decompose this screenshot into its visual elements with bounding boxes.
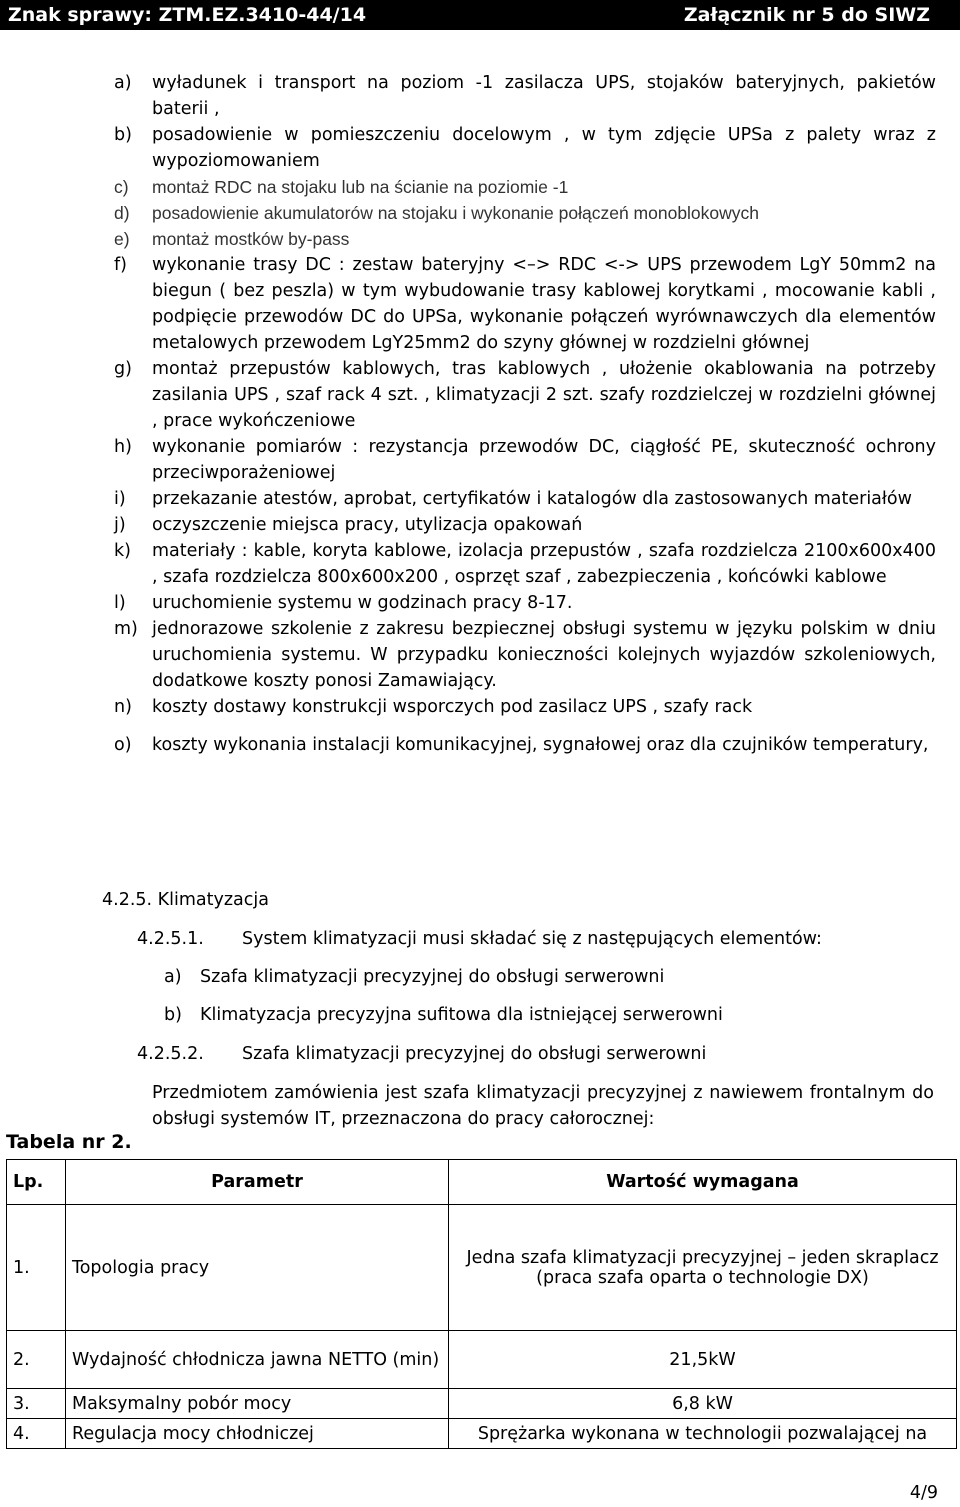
- list-item-label: a): [114, 73, 132, 93]
- list-item-text: koszty wykonania instalacji komunikacyjnej, sygnałowej oraz dla czujników temperatury,: [152, 735, 929, 755]
- list-item-text: jednorazowe szkolenie z zakresu bezpiecznej obsługi systemu w języku polskim w dniu uruchomienia systemu. W przypadku konieczności kolejnych wyjazdów szkoleniowych, dodatkowe koszty ponosi Zamawiający.: [152, 619, 936, 691]
- list-item-text: wykonanie trasy DC : zestaw bateryjny <–> RDC <-> UPS przewodem LgY 50mm2 na biegun ( bez peszla) w tym wybudowanie trasy kablowej korytkami , mocowanie kabli , podpięcie przewodów DC do UPSa, wykonanie połączeń wyrównawczych dla elementów metalowych przewodem LgY25mm2 do szyny głównej w rozdzielni głównej: [152, 255, 936, 353]
- list-item-text: posadowienie w pomieszczeniu docelowym , w tym zdjęcie UPSa z palety wraz z wypoziomowaniem: [152, 125, 936, 171]
- list-item-label: c): [114, 177, 129, 197]
- table-cell: Topologia pracy: [66, 1205, 449, 1331]
- case-number: Znak sprawy: ZTM.EZ.3410-44/14: [8, 4, 367, 26]
- list-item-label: k): [114, 541, 131, 561]
- list-item-label: b): [164, 1005, 182, 1025]
- page-number: 4/9: [909, 1483, 938, 1503]
- list-item-label: j): [114, 515, 126, 535]
- list-item-label: f): [114, 255, 127, 275]
- list-item: [114, 252, 936, 356]
- table-cell: 21,5kW: [449, 1331, 957, 1389]
- list-item-text: materiały : kable, koryta kablowe, izolacja przepustów , szafa rozdzielcza 2100x600x400 , szafa rozdzielcza 800x600x200 , osprzęt szaf , zabezpieczenia , końcówki kablowe: [152, 541, 936, 587]
- section-heading: 4.2.5. Klimatyzacja: [102, 890, 269, 910]
- list-item: [114, 356, 936, 434]
- list-item-text: Szafa klimatyzacji precyzyjnej do obsługi serwerowni: [200, 967, 665, 987]
- subsection-text: System klimatyzacji musi składać się z następujących elementów:: [242, 929, 822, 949]
- list-item: [114, 486, 936, 512]
- list-item-label: g): [114, 359, 132, 379]
- list-item-text: wykonanie pomiarów : rezystancja przewodów DC, ciągłość PE, skuteczność ochrony przeciwporażeniowej: [152, 437, 936, 483]
- list-item-label: d): [114, 203, 130, 223]
- list-item: [114, 694, 936, 720]
- list-item-label: a): [164, 967, 182, 987]
- list-item-label: i): [114, 489, 126, 509]
- table-cell: 1.: [7, 1205, 66, 1331]
- table-cell: Sprężarka wykonana w technologii pozwalającej na: [449, 1419, 957, 1449]
- list-item-label: h): [114, 437, 132, 457]
- attachment-label: Załącznik nr 5 do SIWZ: [683, 4, 930, 26]
- table-row: [7, 1419, 957, 1449]
- list-item: [114, 70, 936, 122]
- table-header-row: [7, 1160, 957, 1205]
- list-item-text: koszty dostawy konstrukcji wsporczych pod zasilacz UPS , szafy rack: [152, 697, 753, 717]
- list-item: [114, 590, 936, 616]
- table-cell: 3.: [7, 1389, 66, 1419]
- table-row: [7, 1205, 957, 1331]
- column-header-lp: Lp.: [7, 1160, 66, 1205]
- list-item: [114, 538, 936, 590]
- list-item-text: przekazanie atestów, aprobat, certyfikatów i katalogów dla zastosowanych materiałów: [152, 489, 912, 509]
- table-cell: Jedna szafa klimatyzacji precyzyjnej – jeden skraplacz (praca szafa oparta o technologie DX): [449, 1205, 957, 1331]
- table-title: Tabela nr 2.: [6, 1131, 132, 1153]
- subsection-number: 4.2.5.1.: [137, 929, 204, 949]
- table-cell: 2.: [7, 1331, 66, 1389]
- table-cell: 6,8 kW: [449, 1389, 957, 1419]
- description-paragraph: Przedmiotem zamówienia jest szafa klimatyzacji precyzyjnej z nawiewem frontalnym do obsługi systemów IT, przeznaczona do pracy całorocznej:: [152, 1083, 934, 1129]
- table-row: [7, 1389, 957, 1419]
- list-item-text: posadowienie akumulatorów na stojaku i wykonanie połączeń monoblokowych: [152, 203, 760, 223]
- list-item: [114, 434, 936, 486]
- list-item-label: n): [114, 697, 132, 717]
- table-cell: Maksymalny pobór mocy: [66, 1389, 449, 1419]
- list-item-label: o): [114, 735, 132, 755]
- list-item: [114, 732, 936, 758]
- list-item: [114, 512, 936, 538]
- list-item-text: montaż przepustów kablowych, tras kablowych , ułożenie okablowania na potrzeby zasilania UPS , szaf rack 4 szt. , klimatyzacji 2 szt. szafy rozdzielczej w rozdzielni głównej , prace wykończeniowe: [152, 359, 936, 431]
- list-item: [114, 122, 936, 174]
- subsection-text: Szafa klimatyzacji precyzyjnej do obsługi serwerowni: [242, 1044, 707, 1064]
- table-cell: 4.: [7, 1419, 66, 1449]
- list-item: [114, 226, 936, 252]
- scope-list: [114, 70, 936, 758]
- requirements-table: [6, 1159, 957, 1449]
- subsection-number: 4.2.5.2.: [137, 1044, 204, 1064]
- list-item-label: m): [114, 619, 138, 639]
- list-item-label: l): [114, 593, 126, 613]
- list-item: [114, 616, 936, 694]
- column-header-parameter: Parametr: [66, 1160, 449, 1205]
- list-item: [114, 200, 936, 226]
- list-item-text: montaż RDC na stojaku lub na ścianie na poziomie -1: [152, 177, 569, 197]
- list-item-label: e): [114, 229, 130, 249]
- list-item: [114, 174, 936, 200]
- table-cell: Regulacja mocy chłodniczej: [66, 1419, 449, 1449]
- table-row: [7, 1331, 957, 1389]
- list-item-text: oczyszczenie miejsca pracy, utylizacja opakowań: [152, 515, 583, 535]
- list-item-text: montaż mostków by-pass: [152, 229, 350, 249]
- page-header: [0, 0, 960, 30]
- column-header-value: Wartość wymagana: [449, 1160, 957, 1205]
- list-item-text: wyładunek i transport na poziom -1 zasilacza UPS, stojaków bateryjnych, pakietów baterii ,: [152, 73, 936, 119]
- list-item-text: Klimatyzacja precyzyjna sufitowa dla istniejącej serwerowni: [200, 1005, 723, 1025]
- table-cell: Wydajność chłodnicza jawna NETTO (min): [66, 1331, 449, 1389]
- list-item-label: b): [114, 125, 132, 145]
- list-item-text: uruchomienie systemu w godzinach pracy 8-17.: [152, 593, 573, 613]
